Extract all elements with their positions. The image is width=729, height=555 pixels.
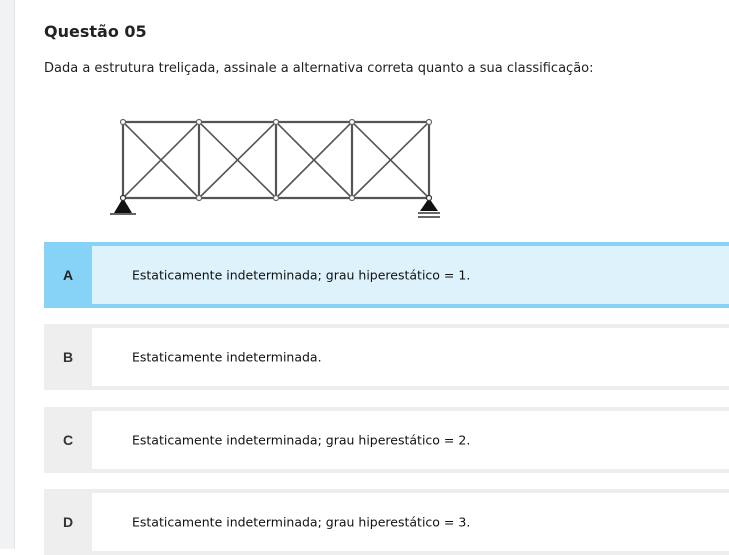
option-text: Estaticamente indeterminada; grau hiperestático = 1. [132, 267, 471, 283]
option-letter: B [62, 349, 74, 365]
option-d[interactable] [44, 489, 729, 555]
question-title: Questão 05 [44, 22, 147, 41]
option-text: Estaticamente indeterminada; grau hiperestático = 2. [132, 432, 471, 448]
option-body[interactable] [92, 493, 729, 551]
truss-diagram-icon [106, 110, 442, 228]
question-text: Dada a estrutura treliçada, assinale a alternativa correta quanto a sua classificação: [44, 61, 594, 76]
option-letter: A [62, 267, 74, 283]
option-text: Estaticamente indeterminada. [132, 349, 322, 365]
option-text: Estaticamente indeterminada; grau hiperestático = 3. [132, 514, 471, 530]
option-body[interactable] [92, 328, 729, 386]
page-left-edge [0, 0, 15, 549]
option-a[interactable] [44, 242, 729, 308]
option-body[interactable] [92, 246, 729, 304]
option-body[interactable] [92, 411, 729, 469]
truss-figure [106, 110, 442, 228]
option-letter: D [62, 514, 74, 530]
option-b[interactable] [44, 324, 729, 390]
option-letter: C [62, 432, 74, 448]
option-c[interactable] [44, 407, 729, 473]
